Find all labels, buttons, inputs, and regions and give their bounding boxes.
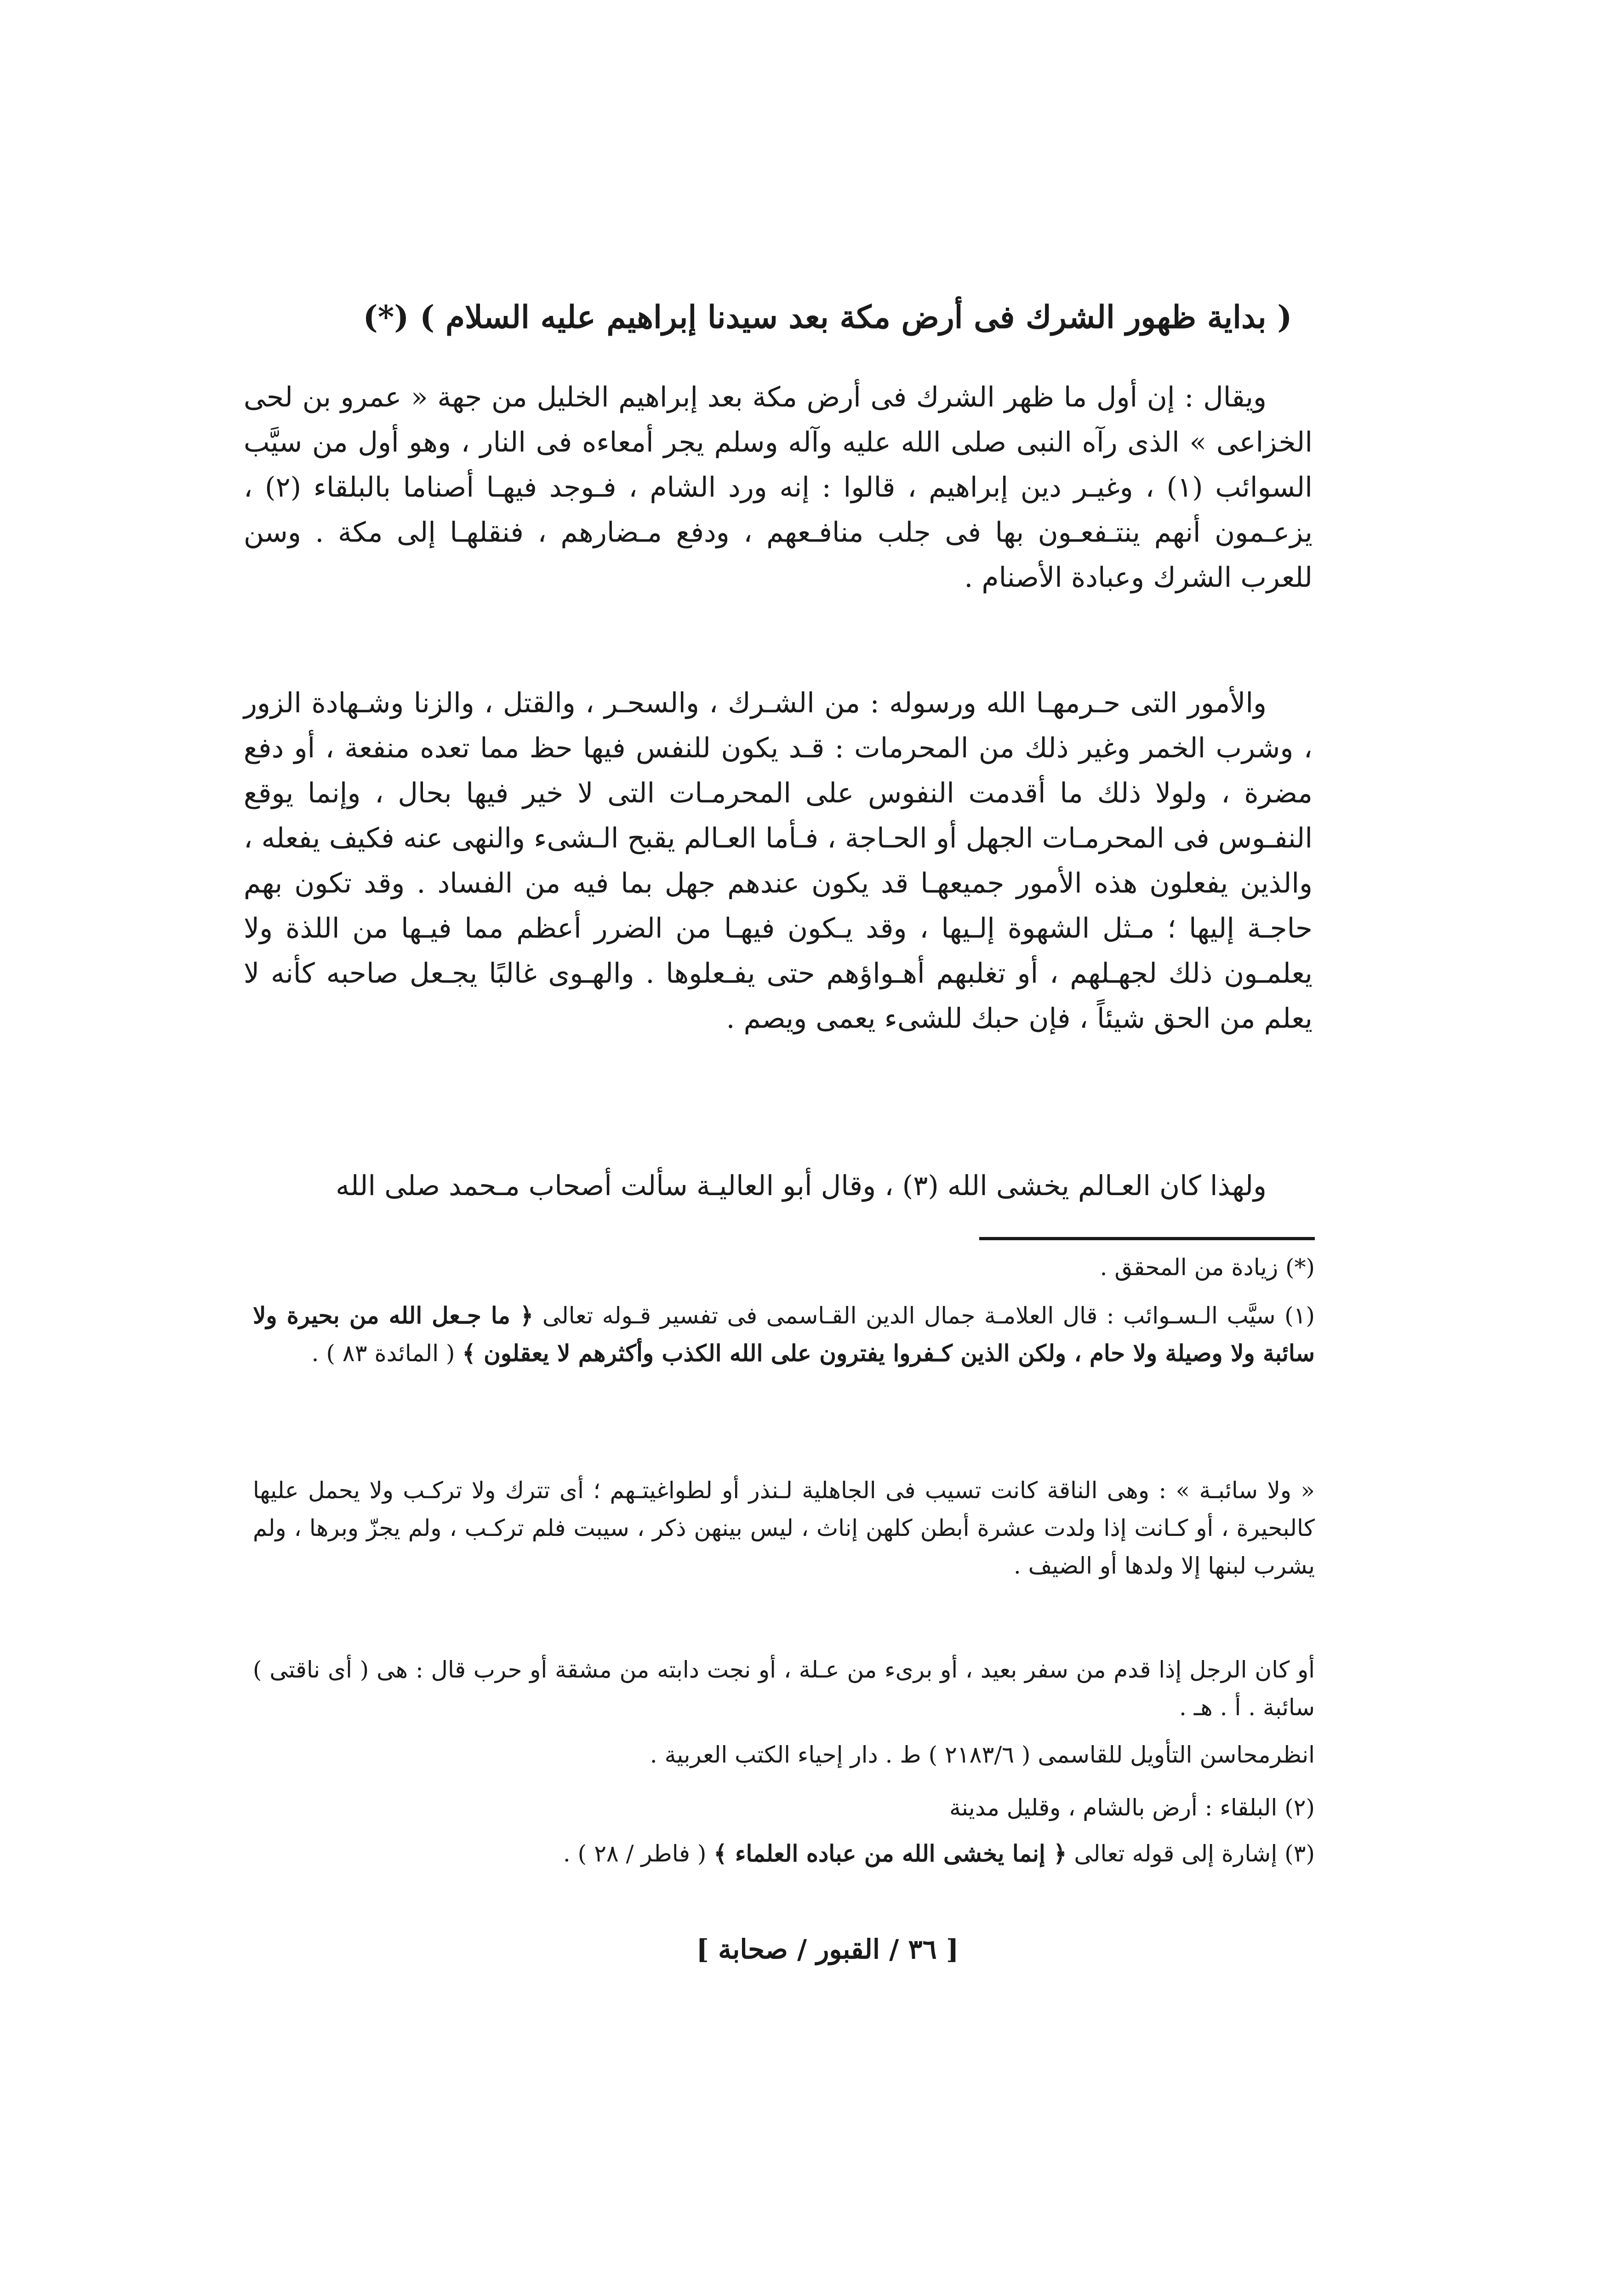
footnote-1-source: انظرمحاسن التأويل للقاسمى ( ٢١٨٣/٦ ) ط . دار إحياء الكتب العربية .	[650, 1741, 1315, 1768]
footnote-divider	[979, 1237, 1315, 1240]
page-title: ( بداية ظهور الشرك فى أرض مكة بعد سيدنا إبراهيم عليه السلام ) (*)	[363, 299, 1292, 336]
footnote-3-ref: ( فاطر / ٢٨ ) .	[563, 1840, 707, 1867]
footnote-1-ref: ( المائدة ٨٣ ) .	[311, 1340, 455, 1367]
page-footer: [ ٣٦ / القبور / صحابة ]	[696, 1934, 959, 1965]
footnote-1-extra: أو كان الرجل إذا قدم من سفر بعيد ، أو برىء من عـلة ، أو نجت دابته من مشقة أو حرب قال : هى ( أى ناقتى ) سائبة . أ . هـ .	[253, 1656, 1315, 1721]
footnote-3-intro: (٣) إشارة إلى قوله تعالى	[1074, 1840, 1315, 1867]
footnote-star: (*) زيادة من المحقق .	[1100, 1254, 1315, 1281]
footnote-1-intro: (١) سيَّب الـسـوائب : قال العلامـة جمال الدين القـاسمى فى تفسير قـوله تعالى	[542, 1302, 1315, 1329]
paragraph-1: ويقال : إن أول ما ظهر الشرك فى أرض مكة بعد إبراهيم الخليل من جهة « عمرو بن لحى الخزاعى » الذى رآه النبى صلى الله عليه وآله وسلم يجر أمعاءه فى النار ، وهو أول من سيَّب السوائب (١) ، وغيـر دين إبراهيم ، قالوا : إنه ورد الشام ، فـوجد فيهـا أصناما بالبلقاء (٢) ، يزعـمون أنهم ينتـفعـون بها فى جلب منافـعهم ، ودفع مـضارهم ، فنقلهـا إلى مكة . وسن للعرب الشرك وعبادة الأصنام .	[244, 381, 1313, 594]
footnote-1	[253, 1297, 1315, 1372]
footnote-1-quote: ﴿ ما جـعل الله من بحيرة ولا سائبة ولا وصيلة ولا حام ، ولكن الذين كـفروا يفترون على الله الكذب وأكثرهم لا يعقلون ﴾	[253, 1302, 1315, 1367]
footnote-2: (٢) البلقاء : أرض بالشام ، وقليل مدينة	[949, 1794, 1315, 1821]
footnote-1-note: « ولا سائبـة » : وهى الناقة كانت تسيب فى الجاهلية لـنذر أو لطواغيتـهم ؛ أى تترك ولا تركـب ولا يحمل عليها كالبحيرة ، أو كـانت إذا ولدت عشرة أبطن كلهن إناث ، ليس بينهن ذكر ، سيبت فلم تركـب ، ولم يجزّ وبرها ، ولم يشرب لبنها إلا ولدها أو الضيف .	[253, 1477, 1315, 1579]
footnote-3-quote: ﴿ إنما يخشى الله من عباده العلماء ﴾	[713, 1840, 1067, 1867]
paragraph-3: ولهذا كان العـالم يخشى الله (٣) ، وقال أبو العاليـة سألت أصحاب مـحمد صلى الله	[336, 1170, 1267, 1202]
footnote-3	[253, 1835, 1315, 1872]
paragraph-2: والأمور التى حـرمهـا الله ورسوله : من الشـرك ، والسحـر ، والقتل ، والزنا وشـهادة الزور ، وشرب الخمر وغير ذلك من المحرمات : قـد يكون للنفس فيها حظ مما تعده منفعة ، أو دفع مضرة ، ولولا ذلك ما أقدمت النفوس على المحرمـات التى لا خير فيها بحال ، وإنما يوقع النفـوس فى المحرمـات الجهل أو الحـاجة ، فـأما العـالم يقبح الـشىء والنهى عنه فكيف يفعله ، والذين يفعلون هذه الأمور جميعهـا قد يكون عندهم جهل بما فيه من الفساد . وقد تكون بهم حاجـة إليها ؛ مـثل الشهوة إلـيها ، وقد يـكون فيهـا من الضرر أعظم مما فيـها من اللذة ولا يعلمـون ذلك لجهـلهم ، أو تغلبهم أهـواؤهم حتى يفـعلوها . والهـوى غالبًا يجـعل صاحبه كأنه لا يعلم من الحق شيئاً ، فإن حبك للشىء يعمى ويصم .	[244, 687, 1313, 1035]
